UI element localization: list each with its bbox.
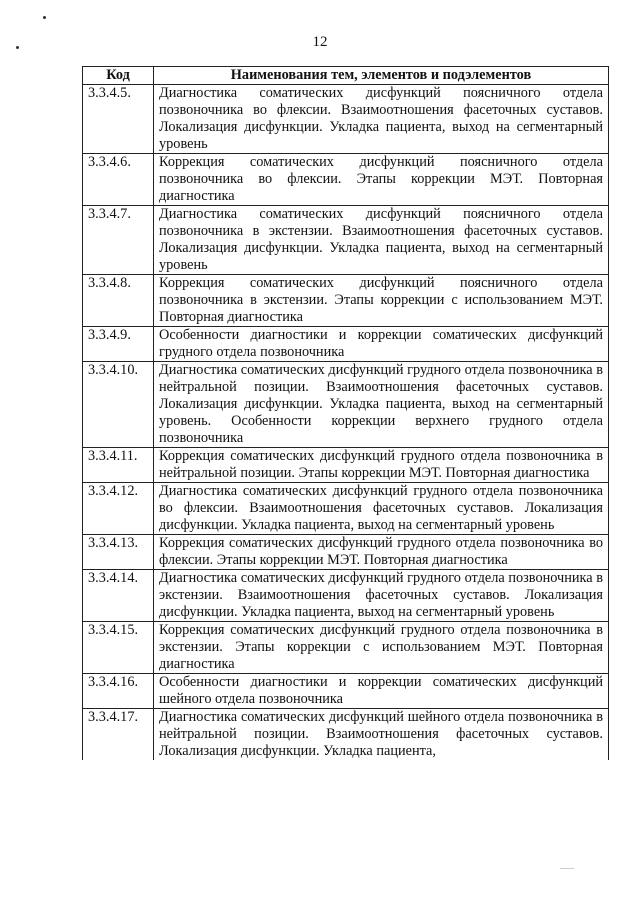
row-name-text: Диагностика соматических дисфункций шейного отдела позвоночника в нейтральной позиции. Взаимоотношения фасеточных суставов. Локализация дисфункции. Укладка пациента, <box>159 709 603 759</box>
table-row <box>83 154 609 206</box>
table-row <box>83 206 609 275</box>
table-row <box>83 622 609 674</box>
row-code: 3.3.4.16. <box>83 674 154 709</box>
row-code: 3.3.4.12. <box>83 483 154 535</box>
column-header-name: Наименования тем, элементов и подэлементов <box>154 67 609 85</box>
table-row <box>83 674 609 709</box>
row-name: Коррекция соматических дисфункций поясничного отдела позвоночника во флексии. Этапы коррекции МЭТ. Повторная диагностика <box>154 154 609 206</box>
row-code: 3.3.4.10. <box>83 362 154 448</box>
row-name: Диагностика соматических дисфункций грудного отдела позвоночника во флексии. Взаимоотношения фасеточных суставов. Локализация дисфункции. Укладка пациента, выход на сегментарный уровень <box>154 483 609 535</box>
table-row <box>83 709 609 761</box>
row-name: Особенности диагностики и коррекции соматических дисфункций грудного отдела позвоночника <box>154 327 609 362</box>
row-name: Особенности диагностики и коррекции соматических дисфункций шейного отдела позвоночника <box>154 674 609 709</box>
table-row <box>83 327 609 362</box>
table-header-row <box>83 67 609 85</box>
row-code: 3.3.4.13. <box>83 535 154 570</box>
scan-mark <box>560 868 574 869</box>
row-code: 3.3.4.7. <box>83 206 154 275</box>
page-number: 12 <box>312 34 328 50</box>
row-name: Коррекция соматических дисфункций грудного отдела позвоночника в нейтральной позиции. Этапы коррекции МЭТ. Повторная диагностика <box>154 448 609 483</box>
row-name <box>154 709 609 761</box>
table-row <box>83 275 609 327</box>
table-row <box>83 570 609 622</box>
row-code: 3.3.4.5. <box>83 85 154 154</box>
row-name: Коррекция соматических дисфункций грудного отдела позвоночника в экстензии. Этапы коррекции с использованием МЭТ. Повторная диагностика <box>154 622 609 674</box>
row-code: 3.3.4.14. <box>83 570 154 622</box>
row-code: 3.3.4.6. <box>83 154 154 206</box>
row-name: Коррекция соматических дисфункций поясничного отдела позвоночника в экстензии. Этапы коррекции с использованием МЭТ. Повторная диагностика <box>154 275 609 327</box>
row-code: 3.3.4.8. <box>83 275 154 327</box>
table-row <box>83 85 609 154</box>
row-code: 3.3.4.17. <box>83 709 154 761</box>
row-name: Диагностика соматических дисфункций грудного отдела позвоночника в экстензии. Взаимоотношения фасеточных суставов. Локализация дисфункции. Укладка пациента, выход на сегментарный уровень <box>154 570 609 622</box>
curriculum-table <box>82 66 609 760</box>
column-header-code: Код <box>83 67 154 85</box>
row-name: Диагностика соматических дисфункций грудного отдела позвоночника в нейтральной позиции. Взаимоотношения фасеточных суставов. Локализация дисфункции. Укладка пациента, выход на сегментарный уровень. Особенности коррекции верхнего грудного отдела позвоночника <box>154 362 609 448</box>
table-row <box>83 483 609 535</box>
row-code: 3.3.4.15. <box>83 622 154 674</box>
table-row <box>83 362 609 448</box>
table-row <box>83 535 609 570</box>
row-code: 3.3.4.11. <box>83 448 154 483</box>
table-row <box>83 448 609 483</box>
row-code: 3.3.4.9. <box>83 327 154 362</box>
row-name: Коррекция соматических дисфункций грудного отдела позвоночника во флексии. Этапы коррекции МЭТ. Повторная диагностика <box>154 535 609 570</box>
row-name: Диагностика соматических дисфункций поясничного отдела позвоночника в экстензии. Взаимоотношения фасеточных суставов. Локализация дисфункции. Укладка пациента, выход на сегментарный уровень <box>154 206 609 275</box>
row-name: Диагностика соматических дисфункций поясничного отдела позвоночника во флексии. Взаимоотношения фасеточных суставов. Локализация дисфункции. Укладка пациента, выход на сегментарный уровень <box>154 85 609 154</box>
scan-speck-top <box>43 16 46 19</box>
